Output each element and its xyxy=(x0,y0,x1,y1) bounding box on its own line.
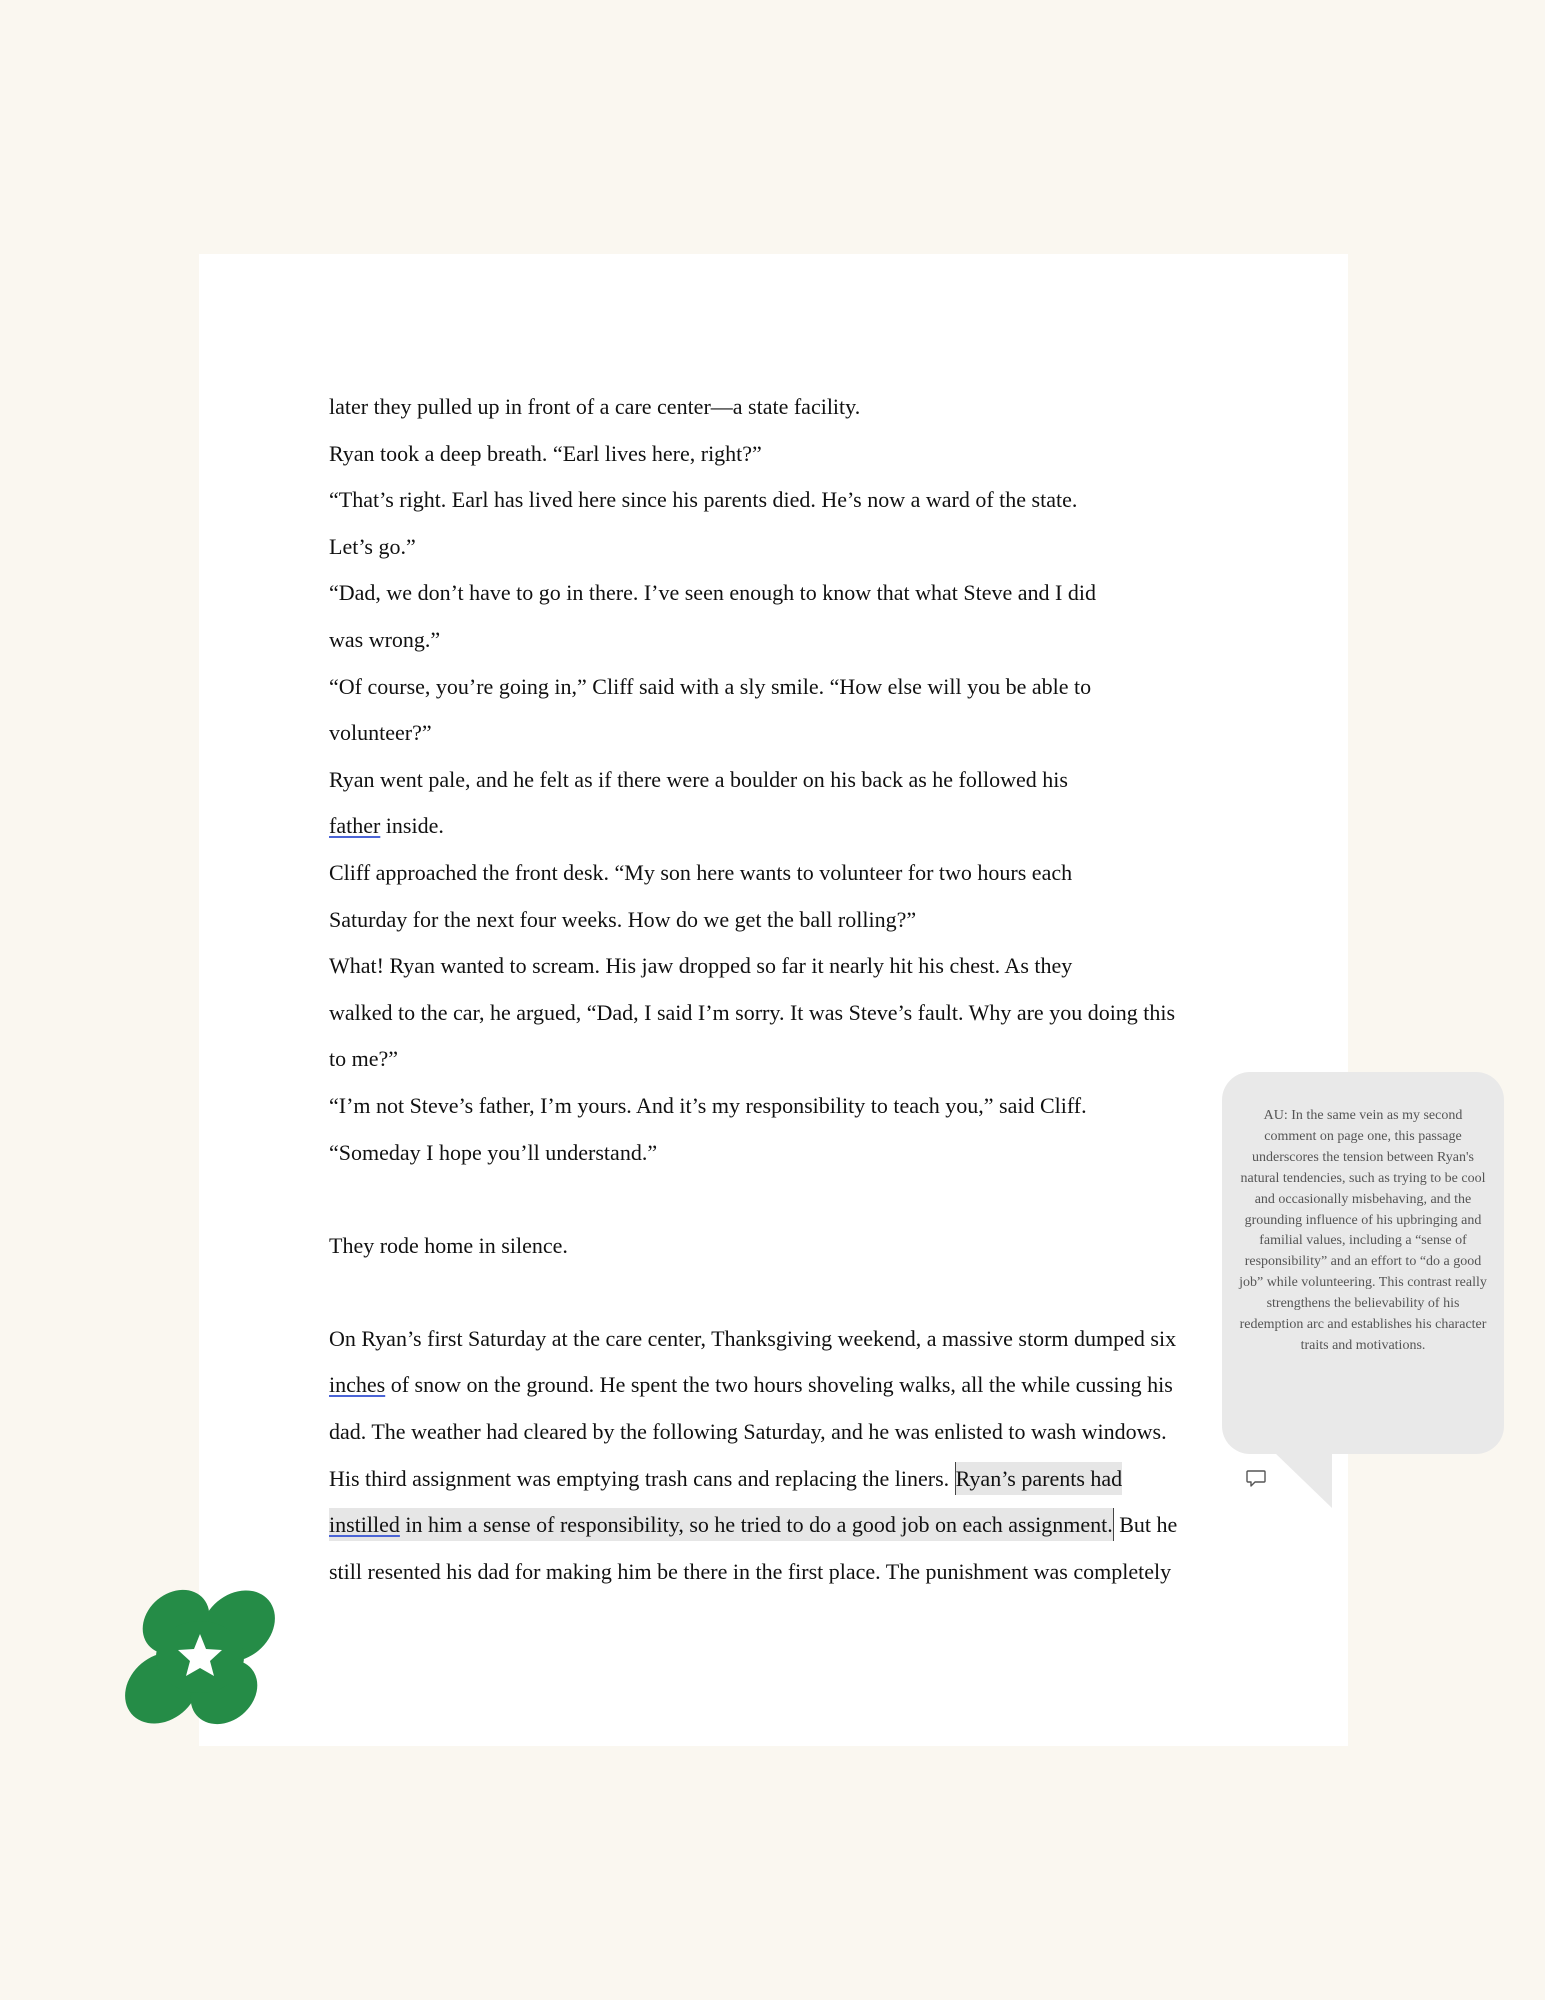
text-line xyxy=(329,757,1229,804)
text-segment: They rode home in silence. xyxy=(329,1232,568,1258)
document-page xyxy=(199,254,1348,1746)
text-segment: was wrong.” xyxy=(329,626,441,652)
text-segment: “Dad, we don’t have to go in there. I’ve seen enough to know that what Steve and I did xyxy=(329,580,1096,606)
text-line xyxy=(329,477,1229,524)
text-line xyxy=(329,1130,1229,1177)
text-segment: Let’s go.” xyxy=(329,533,416,559)
text-line xyxy=(329,803,1229,850)
text-segment: But he xyxy=(1113,1512,1178,1538)
text-segment: His third assignment was emptying trash cans and replacing the liners. xyxy=(329,1465,955,1491)
styled-text-segment: Ryan’s parents had xyxy=(955,1462,1123,1495)
text-line xyxy=(329,617,1229,664)
text-line xyxy=(329,1502,1229,1549)
text-segment: “That’s right. Earl has lived here since his parents died. He’s now a ward of the state. xyxy=(329,487,1078,513)
text-segment: of snow on the ground. He spent the two hours shoveling walks, all the while cussing his xyxy=(385,1372,1173,1398)
text-segment: Cliff approached the front desk. “My son here wants to volunteer for two hours each xyxy=(329,859,1073,885)
blank-line xyxy=(329,1176,1229,1223)
text-segment: volunteer?” xyxy=(329,720,432,746)
text-line xyxy=(329,384,1229,431)
comment-bubble[interactable] xyxy=(1222,1072,1504,1454)
styled-text-segment: inches xyxy=(329,1372,386,1398)
text-line xyxy=(329,1549,1229,1596)
text-line xyxy=(329,524,1229,571)
text-segment: later they pulled up in front of a care center—a state facility. xyxy=(329,394,861,419)
styled-text-segment: father xyxy=(329,813,381,839)
text-segment: “Of course, you’re going in,” Cliff said with a sly smile. “How else will you be able to xyxy=(329,673,1092,699)
document-body[interactable] xyxy=(329,384,1229,1595)
comment-icon[interactable] xyxy=(1245,1467,1267,1489)
comment-text: AU: In the same vein as my second comment on page one, this passage underscores the tension between Ryan's natural tendencies, such as trying to be cool and occasionally misbehaving, and the grounding influence of his upbringing and familial values, including a “sense of responsibility” and an effort to “do a good job” while volunteering. This contrast really strengthens the believability of his redemption arc and establishes his character traits and motivations. xyxy=(1239,1108,1487,1353)
text-line xyxy=(329,1316,1229,1363)
text-line xyxy=(329,570,1229,617)
text-line xyxy=(329,1362,1229,1409)
text-segment: Ryan went pale, and he felt as if there were a boulder on his back as he followed his xyxy=(329,766,1068,792)
text-segment: still resented his dad for making him be there in the first place. The punishment was completely xyxy=(329,1558,1172,1584)
blank-line xyxy=(329,1269,1229,1316)
text-line xyxy=(329,664,1229,711)
text-segment: to me?” xyxy=(329,1046,399,1072)
text-line xyxy=(329,850,1229,897)
text-segment: “Someday I hope you’ll understand.” xyxy=(329,1139,658,1165)
text-line xyxy=(329,1223,1229,1270)
text-line xyxy=(329,1036,1229,1083)
text-segment: Saturday for the next four weeks. How do we get the ball rolling?” xyxy=(329,906,917,932)
text-line xyxy=(329,1083,1229,1130)
text-line xyxy=(329,990,1229,1037)
text-line xyxy=(329,1456,1229,1503)
text-line xyxy=(329,1409,1229,1456)
text-line xyxy=(329,710,1229,757)
text-line xyxy=(329,431,1229,478)
text-segment: What! Ryan wanted to scream. His jaw dropped so far it nearly hit his chest. As they xyxy=(329,953,1073,979)
green-flower-star-logo-icon xyxy=(114,1584,286,1730)
text-segment: “I’m not Steve’s father, I’m yours. And it’s my responsibility to teach you,” said Cliff. xyxy=(329,1092,1087,1118)
text-segment: dad. The weather had cleared by the following Saturday, and he was enlisted to wash windows. xyxy=(329,1419,1167,1445)
text-line xyxy=(329,943,1229,990)
comment-bubble-tail xyxy=(1274,1452,1332,1508)
text-segment: Ryan took a deep breath. “Earl lives here, right?” xyxy=(329,440,762,466)
styled-text-segment: in him a sense of responsibility, so he tried to do a good job on each assignment. xyxy=(400,1508,1114,1541)
text-line xyxy=(329,897,1229,944)
text-segment: walked to the car, he argued, “Dad, I said I’m sorry. It was Steve’s fault. Why are you doing this xyxy=(329,999,1176,1025)
styled-text-segment: instilled xyxy=(329,1508,400,1541)
text-segment: On Ryan’s first Saturday at the care center, Thanksgiving weekend, a massive storm dumped six xyxy=(329,1325,1177,1351)
text-segment: inside. xyxy=(380,813,444,839)
